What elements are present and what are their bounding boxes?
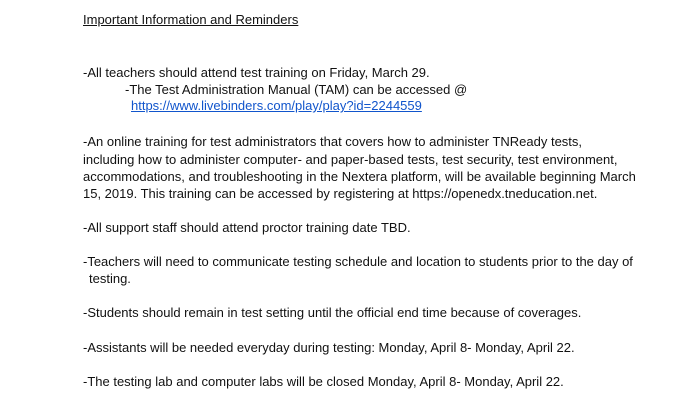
tam-reminder: -The Test Administration Manual (TAM) can be accessed @: [125, 82, 468, 97]
teachers-communicate-line-2: testing.: [89, 271, 131, 286]
tam-link[interactable]: https://www.livebinders.com/play/play?id=2244559: [131, 98, 422, 113]
document-heading: Important Information and Reminders: [83, 12, 299, 27]
labs-closed-reminder: -The testing lab and computer labs will be closed Monday, April 8- Monday, April 22.: [83, 374, 564, 389]
teachers-communicate-line-1: -Teachers will need to communicate testing schedule and location to students prior to the day of: [83, 254, 633, 269]
assistants-reminder: -Assistants will be needed everyday during testing: Monday, April 8- Monday, April 22.: [83, 340, 575, 355]
training-reminder: -All teachers should attend test training on Friday, March 29.: [83, 65, 430, 80]
online-training-line-4: 15, 2019. This training can be accessed by registering at https://openedx.tneducation.net.: [83, 186, 598, 201]
students-reminder: -Students should remain in test setting until the official end time because of coverages.: [83, 305, 582, 320]
online-training-line-1: -An online training for test administrators that covers how to administer TNReady tests,: [83, 134, 583, 149]
support-staff-reminder: -All support staff should attend proctor training date TBD.: [83, 220, 411, 235]
online-training-line-2: including how to administer computer- and paper-based tests, test security, test environment,: [83, 152, 618, 167]
online-training-line-3: accommodations, and troubleshooting in the Nextera platform, will be available beginning March: [83, 169, 636, 184]
